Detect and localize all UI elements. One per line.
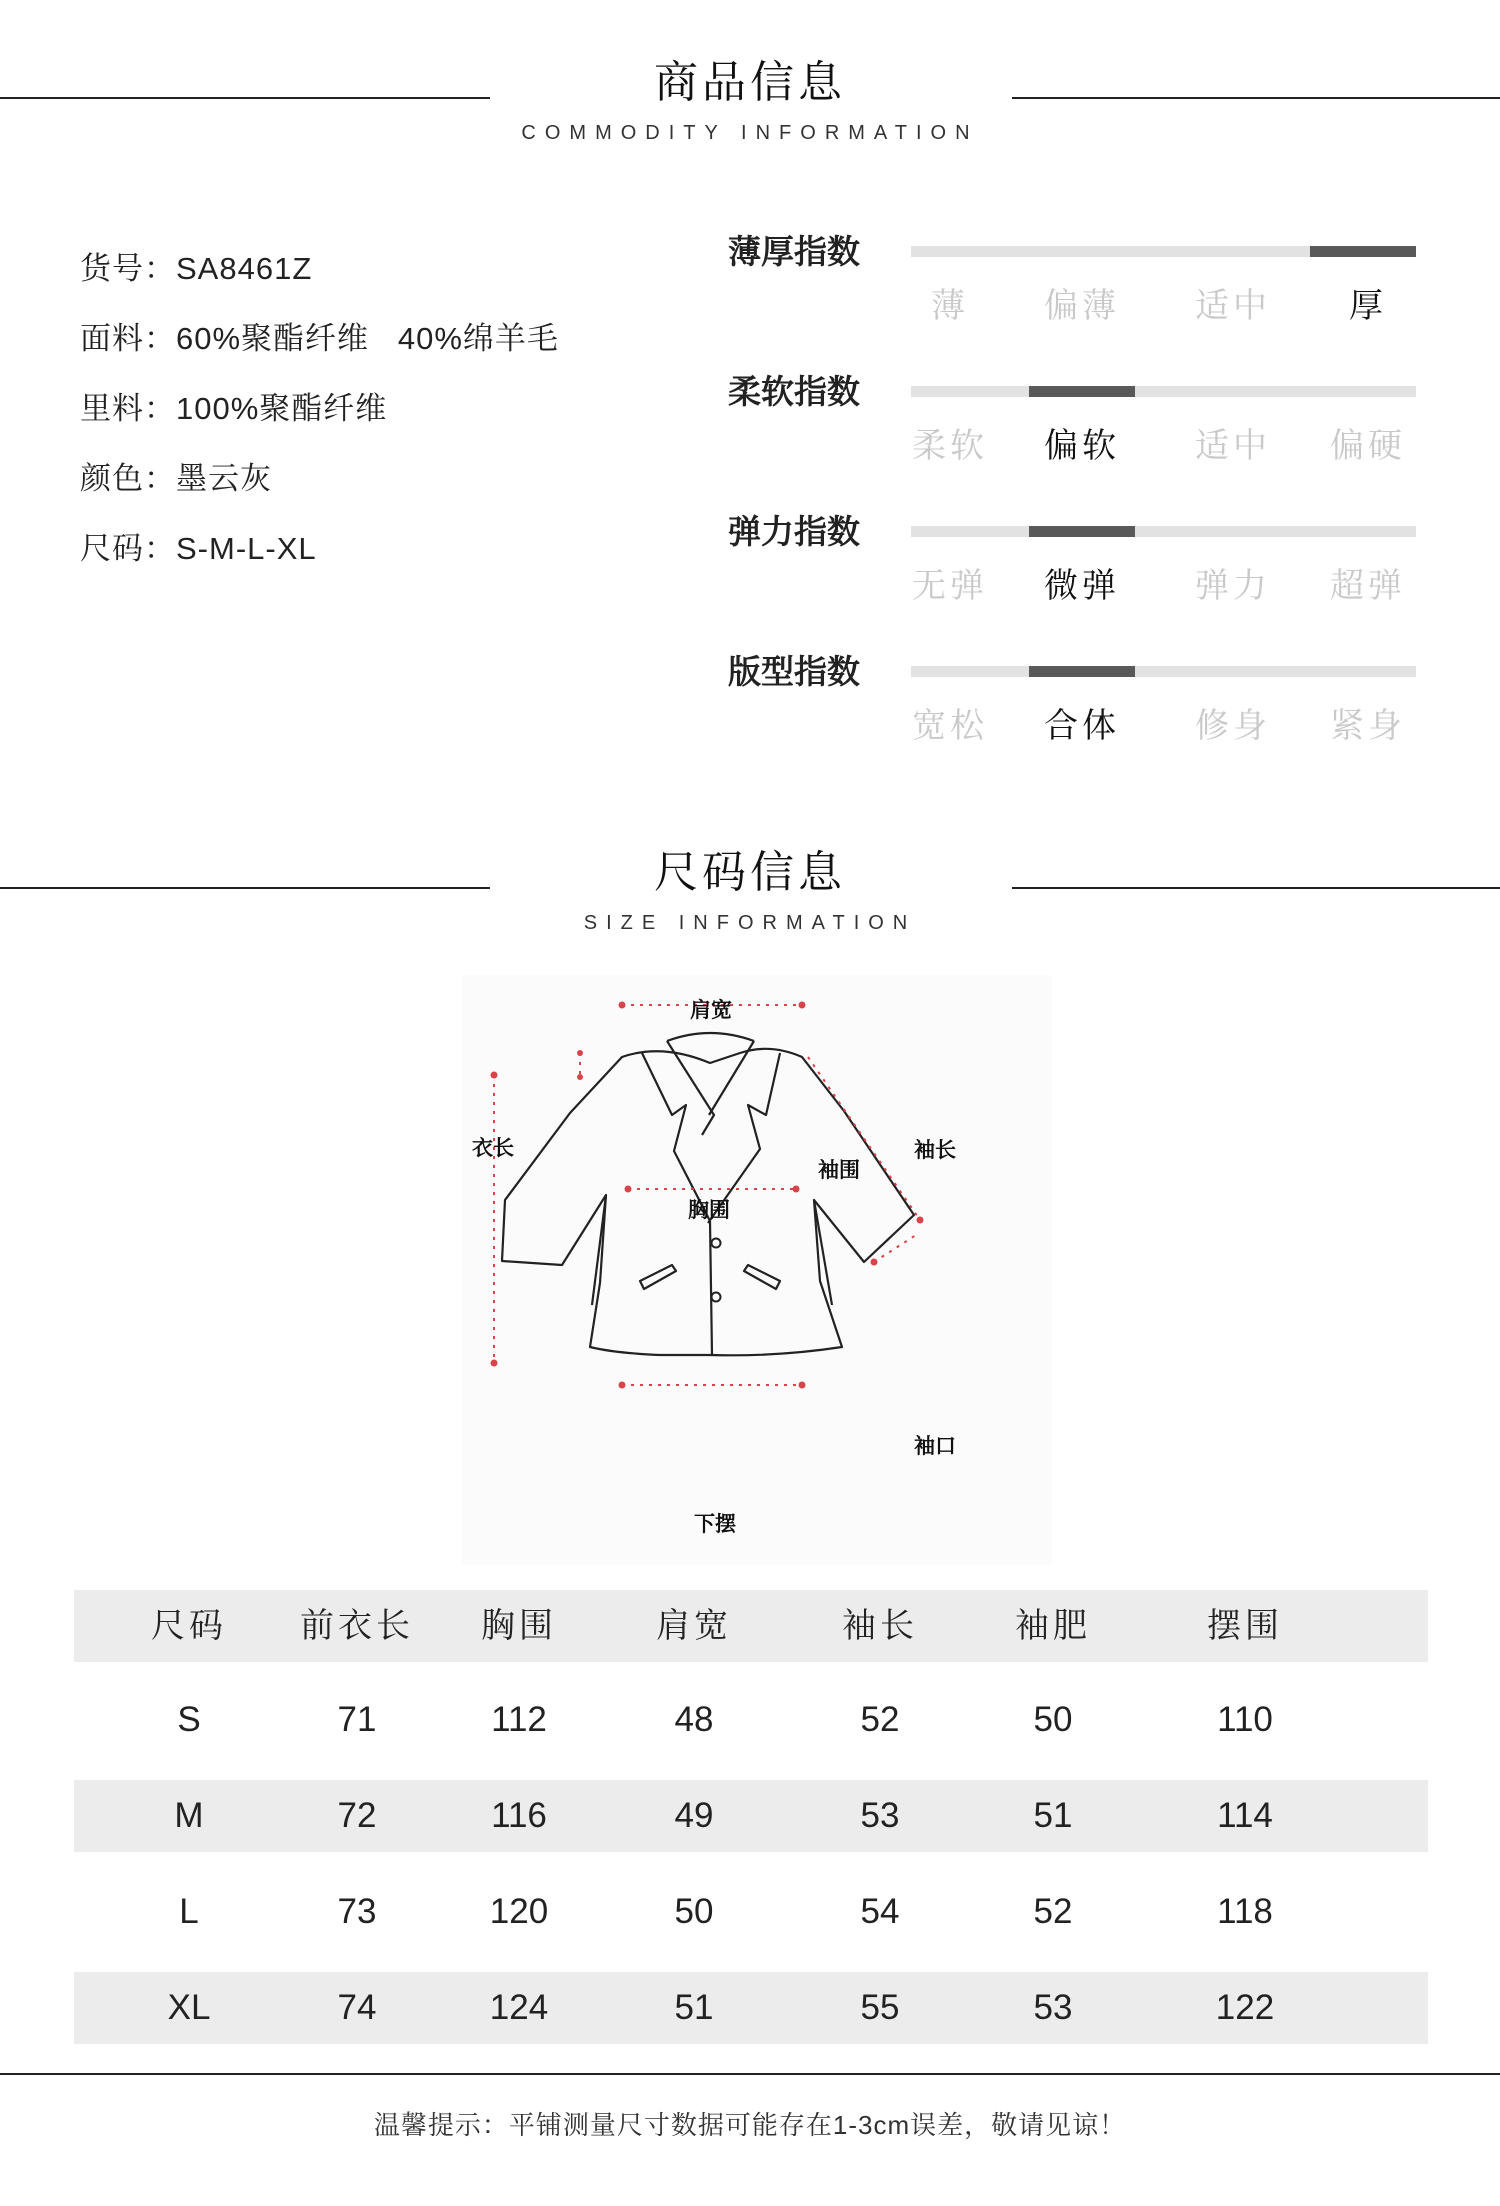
table-cell: XL (167, 1988, 211, 2027)
measure-points (491, 1002, 924, 1389)
point (619, 1002, 626, 1009)
table-cell: 55 (860, 1988, 900, 2027)
index-track (911, 666, 1416, 677)
index-level: 偏硬 (1330, 427, 1406, 465)
table-header-cell: 尺码 (151, 1607, 227, 1645)
index-level: 薄 (931, 287, 969, 325)
jacket-outline (502, 1033, 914, 1355)
index-name: 版型指数 (728, 653, 860, 690)
index-level: 紧身 (1330, 707, 1406, 745)
section-title: 商品信息 (654, 58, 846, 107)
pocket-right (744, 1265, 780, 1289)
index-marker (1310, 246, 1416, 257)
neck-back (667, 1033, 754, 1041)
label-chest: 胸围 (688, 1198, 730, 1222)
pocket-left (640, 1265, 676, 1289)
elasticity-index (728, 506, 1418, 616)
info-value: S-M-L-XL (176, 531, 317, 566)
product-info-list (80, 244, 559, 594)
info-label: 里料： (80, 391, 176, 426)
section-subtitle: COMMODITY INFORMATION (521, 122, 979, 144)
index-level: 柔软 (912, 427, 988, 465)
point (799, 1382, 806, 1389)
index-level: 宽松 (912, 707, 988, 745)
table-header-cell: 袖长 (842, 1607, 918, 1645)
table-cell: 51 (1033, 1796, 1073, 1835)
index-level: 适中 (1195, 427, 1271, 465)
measurement-note: 温馨提示：平铺测量尺寸数据可能存在1-3cm误差，敬请见谅！ (373, 2110, 1127, 2140)
table-cell: M (174, 1796, 204, 1835)
index-track (911, 526, 1416, 537)
table-cell: 114 (1217, 1796, 1273, 1835)
index-level: 无弹 (912, 567, 988, 605)
table-row (74, 1684, 1428, 1756)
table-cell: 122 (1215, 1988, 1275, 2027)
size-header (0, 846, 1500, 935)
table-header-cell: 肩宽 (656, 1607, 732, 1645)
label-shoulder: 肩宽 (690, 998, 732, 1022)
index-level: 合体 (1044, 707, 1120, 745)
label-sleeve-length: 袖长 (914, 1138, 956, 1162)
info-row (80, 244, 559, 314)
table-header-cell: 袖肥 (1015, 1607, 1091, 1645)
table-cell: 52 (1033, 1892, 1073, 1931)
table-cell: 71 (337, 1700, 377, 1739)
index-track (911, 386, 1416, 397)
index-level: 弹力 (1195, 567, 1271, 605)
size-table (74, 1590, 1428, 2044)
table-cell: 124 (489, 1988, 549, 2027)
index-level: 微弹 (1044, 567, 1120, 605)
info-value: 60%聚酯纤维 40%绵羊毛 (176, 321, 559, 356)
table-cell: 112 (491, 1700, 547, 1739)
info-row (80, 454, 559, 524)
measure-cuff (874, 1235, 916, 1262)
index-level: 偏软 (1044, 427, 1120, 465)
index-name: 薄厚指数 (728, 233, 860, 270)
table-cell: 72 (337, 1796, 377, 1835)
collar-right (709, 1041, 754, 1115)
footer-divider (0, 2073, 1500, 2075)
table-header-cell: 前衣长 (300, 1607, 414, 1645)
measurement-diagram (462, 975, 1052, 1565)
info-label: 货号： (80, 251, 176, 286)
table-cell: S (177, 1700, 201, 1739)
button-top (712, 1239, 721, 1248)
table-row (74, 1876, 1428, 1948)
fit-index (728, 646, 1418, 756)
table-cell: 53 (1033, 1988, 1073, 2027)
label-armhole: 袖围 (818, 1158, 860, 1182)
table-cell: 48 (674, 1700, 714, 1739)
table-cell: 50 (674, 1892, 714, 1931)
table-cell: 54 (860, 1892, 900, 1931)
jacket-illustration (462, 975, 1052, 1565)
info-label: 颜色： (80, 461, 176, 496)
table-cell: 74 (337, 1988, 377, 2027)
table-header-cell: 胸围 (481, 1607, 557, 1645)
table-cell: 50 (1033, 1700, 1073, 1739)
point (871, 1259, 878, 1266)
index-name: 柔软指数 (728, 373, 860, 410)
info-value: 100%聚酯纤维 (176, 391, 388, 426)
info-row (80, 524, 559, 594)
table-cell: 118 (1217, 1892, 1273, 1931)
label-length: 衣长 (472, 1136, 514, 1160)
info-value: SA8461Z (176, 251, 313, 286)
index-level: 适中 (1195, 287, 1271, 325)
table-row (74, 1972, 1428, 2044)
point (799, 1002, 806, 1009)
index-marker (1029, 526, 1135, 537)
index-marker (1029, 666, 1135, 677)
table-header-cell: 摆围 (1207, 1607, 1283, 1645)
info-value: 墨云灰 (176, 461, 272, 496)
point (625, 1186, 632, 1193)
table-cell: 120 (489, 1892, 549, 1931)
table-header-row (74, 1590, 1428, 1662)
table-cell: 73 (337, 1892, 377, 1931)
index-level: 偏薄 (1044, 287, 1120, 325)
measure-sleeve (808, 1057, 920, 1220)
point (917, 1217, 924, 1224)
info-row (80, 314, 559, 384)
point (793, 1186, 800, 1193)
section-subtitle: SIZE INFORMATION (583, 912, 917, 934)
commodity-header (0, 56, 1500, 145)
info-label: 尺码： (80, 531, 176, 566)
point (577, 1050, 583, 1056)
table-cell: 110 (1217, 1700, 1273, 1739)
index-track (911, 246, 1416, 257)
index-level: 厚 (1349, 287, 1387, 325)
index-level: 修身 (1195, 707, 1271, 745)
table-row (74, 1780, 1428, 1852)
table-cell: 52 (860, 1700, 900, 1739)
index-level: 超弹 (1330, 567, 1406, 605)
point (491, 1072, 498, 1079)
info-row (80, 384, 559, 454)
button-bottom (712, 1293, 721, 1302)
table-cell: 51 (674, 1988, 714, 2027)
label-hem: 下摆 (694, 1512, 736, 1536)
softness-index (728, 366, 1418, 476)
table-cell: 49 (674, 1796, 714, 1835)
point (619, 1382, 626, 1389)
info-label: 面料： (80, 321, 176, 356)
table-cell: 53 (860, 1796, 900, 1835)
thickness-index (728, 226, 1418, 336)
lapel-left (642, 1053, 710, 1221)
index-marker (1029, 386, 1135, 397)
index-name: 弹力指数 (728, 513, 860, 550)
point (491, 1360, 498, 1367)
table-cell: L (179, 1892, 199, 1931)
label-cuff: 袖口 (914, 1434, 956, 1458)
point (577, 1074, 583, 1080)
section-title: 尺码信息 (654, 848, 846, 897)
table-cell: 116 (491, 1796, 547, 1835)
